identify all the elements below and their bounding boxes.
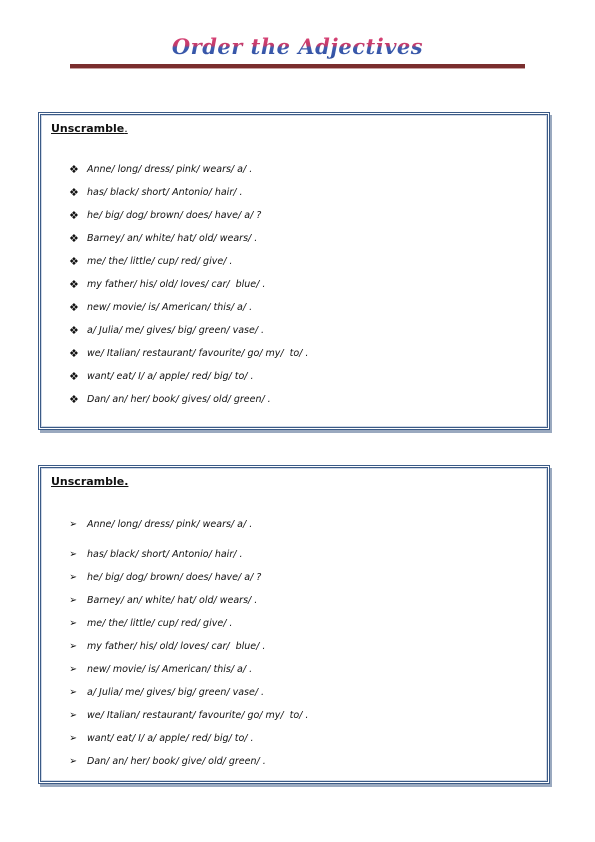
diamond-bullet-icon: ❖ — [69, 255, 79, 268]
exercise-heading — [51, 475, 128, 488]
heading-text: Unscramble. — [51, 475, 129, 488]
exercise-box-1 — [38, 112, 550, 430]
arrow-bullet-icon: ➢ — [69, 618, 77, 629]
list-item — [69, 278, 308, 301]
diamond-bullet-icon: ❖ — [69, 370, 79, 383]
diamond-bullet-icon: ❖ — [69, 232, 79, 245]
list-item — [69, 301, 308, 324]
list-item — [69, 732, 308, 755]
sentence-text: has/ black/ short/ Antonio/ hair/ . — [87, 549, 243, 560]
arrow-bullet-icon: ➢ — [69, 641, 77, 652]
diamond-bullet-icon: ❖ — [69, 163, 79, 176]
arrow-bullet-icon: ➢ — [69, 519, 77, 530]
arrow-bullet-icon: ➢ — [69, 756, 77, 767]
arrow-bullet-icon: ➢ — [69, 549, 77, 560]
sentence-text: me/ the/ little/ cup/ red/ give/ . — [87, 256, 233, 267]
sentence-list — [69, 518, 308, 778]
arrow-bullet-icon: ➢ — [69, 710, 77, 721]
list-item — [69, 617, 308, 640]
sentence-text: Dan/ an/ her/ book/ gives/ old/ green/ . — [87, 394, 271, 405]
list-item — [69, 255, 308, 278]
list-item — [69, 686, 308, 709]
list-item — [69, 709, 308, 732]
list-item — [69, 594, 308, 617]
arrow-bullet-icon: ➢ — [69, 595, 77, 606]
diamond-bullet-icon: ❖ — [69, 301, 79, 314]
exercise-heading — [51, 122, 128, 135]
arrow-bullet-icon: ➢ — [69, 572, 77, 583]
list-item — [69, 571, 308, 594]
page-title: Order the Adjectives — [0, 34, 595, 59]
sentence-text: a/ Julia/ me/ gives/ big/ green/ vase/ . — [87, 687, 265, 698]
sentence-text: want/ eat/ I/ a/ apple/ red/ big/ to/ . — [87, 733, 254, 744]
diamond-bullet-icon: ❖ — [69, 278, 79, 291]
exercise-box-2 — [38, 465, 550, 784]
sentence-text: he/ big/ dog/ brown/ does/ have/ a/ ? — [87, 572, 262, 583]
diamond-bullet-icon: ❖ — [69, 347, 79, 360]
sentence-text: Dan/ an/ her/ book/ give/ old/ green/ . — [87, 756, 266, 767]
list-item — [69, 163, 308, 186]
title-underline — [70, 64, 525, 69]
list-item — [69, 186, 308, 209]
list-item — [69, 209, 308, 232]
sentence-text: he/ big/ dog/ brown/ does/ have/ a/ ? — [87, 210, 262, 221]
sentence-list — [69, 163, 308, 416]
list-item — [69, 393, 308, 416]
sentence-text: want/ eat/ I/ a/ apple/ red/ big/ to/ . — [87, 371, 254, 382]
diamond-bullet-icon: ❖ — [69, 393, 79, 406]
sentence-text: new/ movie/ is/ American/ this/ a/ . — [87, 664, 253, 675]
sentence-text: me/ the/ little/ cup/ red/ give/ . — [87, 618, 233, 629]
arrow-bullet-icon: ➢ — [69, 733, 77, 744]
sentence-text: we/ Italian/ restaurant/ favourite/ go/ my/ to/ . — [87, 348, 309, 359]
sentence-text: Anne/ long/ dress/ pink/ wears/ a/ . — [87, 519, 253, 530]
sentence-text: Barney/ an/ white/ hat/ old/ wears/ . — [87, 595, 258, 606]
list-item — [69, 518, 308, 548]
list-item — [69, 640, 308, 663]
arrow-bullet-icon: ➢ — [69, 687, 77, 698]
list-item — [69, 663, 308, 686]
list-item — [69, 370, 308, 393]
list-item — [69, 232, 308, 255]
list-item — [69, 324, 308, 347]
sentence-text: my father/ his/ old/ loves/ car/ blue/ . — [87, 641, 266, 652]
sentence-text: has/ black/ short/ Antonio/ hair/ . — [87, 187, 243, 198]
list-item — [69, 755, 308, 778]
sentence-text: Anne/ long/ dress/ pink/ wears/ a/ . — [87, 164, 253, 175]
heading-suffix: . — [124, 122, 128, 135]
arrow-bullet-icon: ➢ — [69, 664, 77, 675]
sentence-text: a/ Julia/ me/ gives/ big/ green/ vase/ . — [87, 325, 265, 336]
list-item — [69, 548, 308, 571]
diamond-bullet-icon: ❖ — [69, 324, 79, 337]
list-item — [69, 347, 308, 370]
sentence-text: my father/ his/ old/ loves/ car/ blue/ . — [87, 279, 266, 290]
sentence-text: we/ Italian/ restaurant/ favourite/ go/ my/ to/ . — [87, 710, 309, 721]
diamond-bullet-icon: ❖ — [69, 209, 79, 222]
heading-text: Unscramble — [51, 122, 125, 135]
diamond-bullet-icon: ❖ — [69, 186, 79, 199]
sentence-text: new/ movie/ is/ American/ this/ a/ . — [87, 302, 253, 313]
sentence-text: Barney/ an/ white/ hat/ old/ wears/ . — [87, 233, 258, 244]
